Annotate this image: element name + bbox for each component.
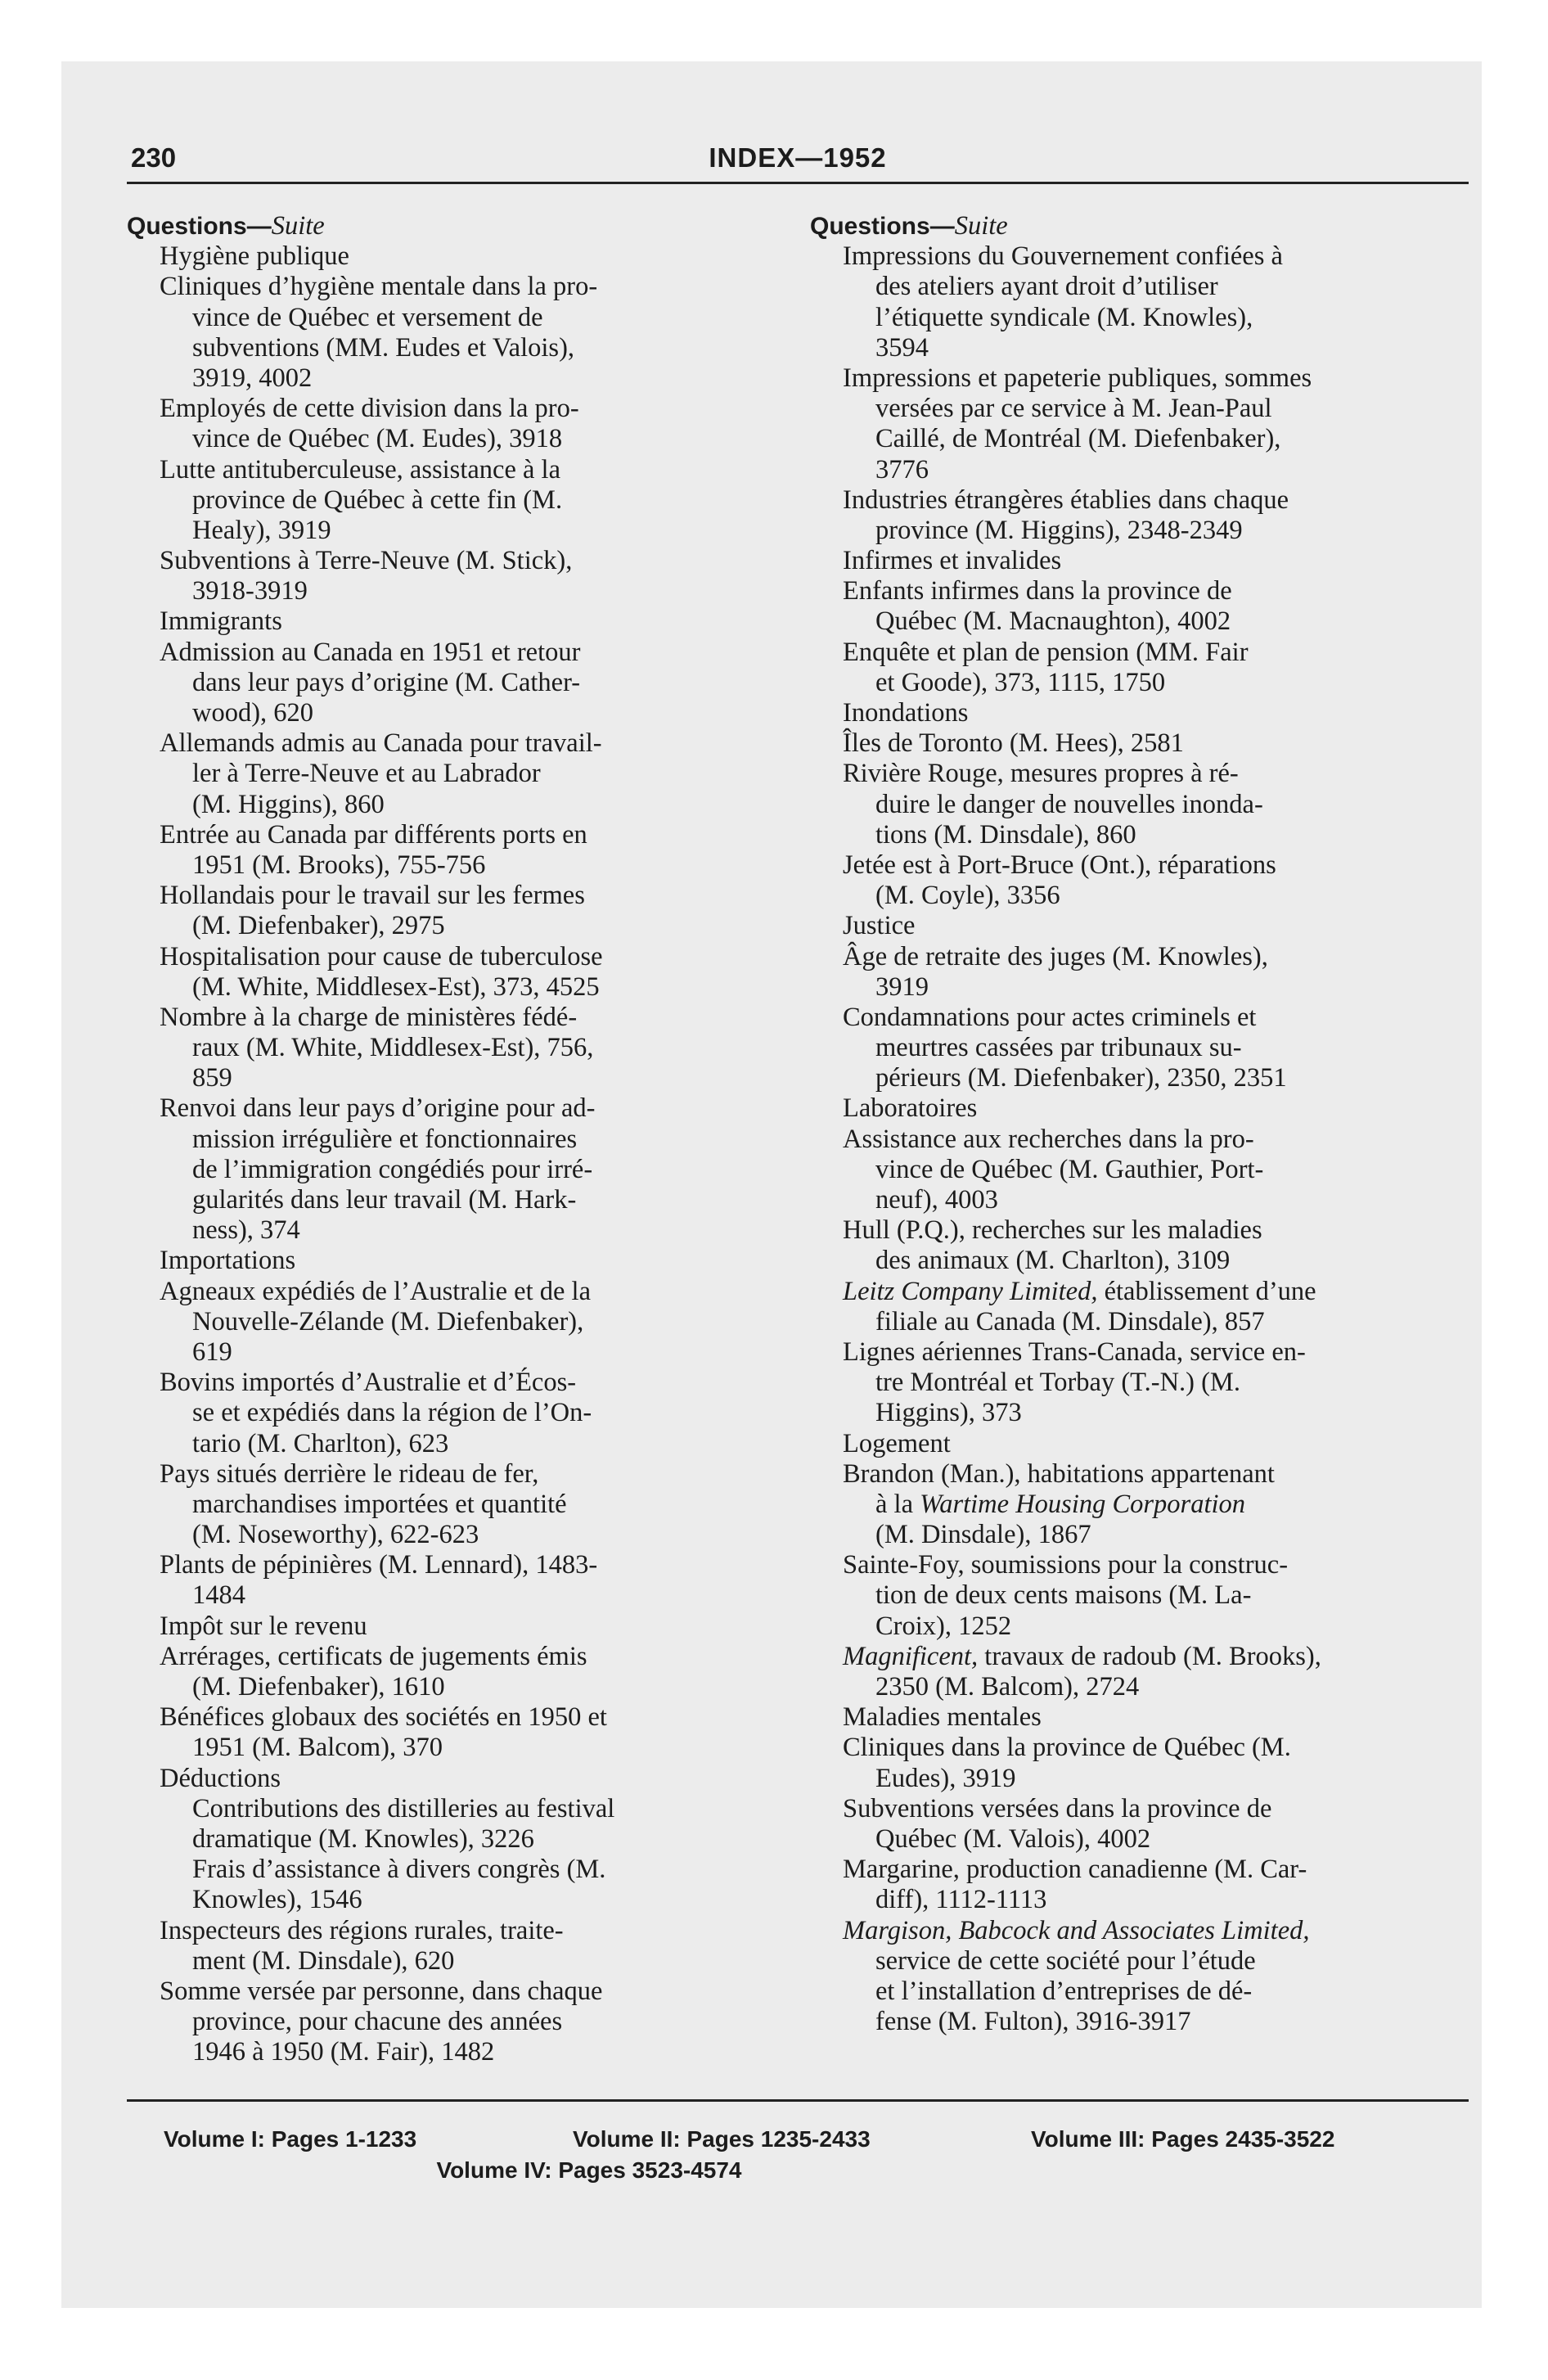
index-text: Laboratoires bbox=[843, 1093, 978, 1124]
index-text: Suite bbox=[271, 211, 325, 241]
index-text: tre Montréal et Torbay (T.-N.) (M. bbox=[875, 1368, 1240, 1398]
index-text: 619 bbox=[192, 1336, 232, 1367]
index-text: Logement bbox=[843, 1428, 951, 1458]
index-line bbox=[127, 1368, 749, 1398]
index-line bbox=[810, 1398, 1432, 1428]
index-text: meurtres cassées par tribunaux su- bbox=[875, 1033, 1242, 1063]
index-line bbox=[810, 1611, 1432, 1642]
index-line bbox=[127, 455, 749, 485]
index-text: Allemands admis au Canada pour travail- bbox=[160, 728, 602, 759]
index-text: Margison, Babcock and Associates Limited, bbox=[843, 1915, 1310, 1945]
index-text: filiale au Canada (M. Dinsdale), 857 bbox=[875, 1306, 1265, 1336]
index-text: Renvoi dans leur pays d’origine pour ad- bbox=[160, 1093, 596, 1124]
index-line bbox=[127, 1550, 749, 1580]
index-line bbox=[127, 576, 749, 606]
index-line bbox=[127, 850, 749, 881]
index-line bbox=[127, 1824, 749, 1855]
index-line bbox=[810, 881, 1432, 911]
index-line bbox=[810, 424, 1432, 454]
index-text: marchandises importées et quantité bbox=[192, 1489, 567, 1519]
index-text: Caillé, de Montréal (M. Diefenbaker), bbox=[875, 424, 1281, 454]
index-line bbox=[810, 911, 1432, 941]
index-line bbox=[127, 1246, 749, 1276]
index-line bbox=[810, 1885, 1432, 1915]
index-text: 1484 bbox=[192, 1580, 245, 1611]
index-text: 3918-3919 bbox=[192, 576, 308, 606]
index-text: Jetée est à Port-Bruce (Ont.), réparations bbox=[843, 850, 1276, 880]
index-text: Nouvelle-Zélande (M. Diefenbaker), bbox=[192, 1306, 584, 1336]
index-line bbox=[127, 1520, 749, 1550]
index-line bbox=[127, 759, 749, 789]
index-line bbox=[810, 1977, 1432, 2007]
index-text: 3594 bbox=[875, 332, 929, 363]
index-line bbox=[810, 1916, 1432, 1946]
index-text: 3919, 4002 bbox=[192, 363, 313, 393]
index-text: et Goode), 373, 1115, 1750 bbox=[875, 667, 1166, 697]
index-line bbox=[127, 303, 749, 333]
index-line bbox=[810, 820, 1432, 850]
page-header bbox=[127, 139, 1469, 182]
index-line bbox=[810, 1337, 1432, 1368]
index-line bbox=[127, 698, 749, 728]
index-text: Suite bbox=[954, 211, 1008, 241]
index-text: Cliniques d’hygiène mentale dans la pro- bbox=[160, 272, 598, 302]
volume-4-range: Volume IV: Pages 3523-4574 bbox=[436, 2157, 742, 2183]
index-line bbox=[127, 241, 749, 272]
index-line bbox=[127, 972, 749, 1003]
index-text: Québec (M. Macnaughton), 4002 bbox=[875, 606, 1231, 637]
index-text: Inondations bbox=[843, 698, 969, 728]
index-text: gularités dans leur travail (M. Hark- bbox=[192, 1185, 577, 1215]
index-line bbox=[810, 942, 1432, 972]
index-text: Déductions bbox=[160, 1763, 281, 1793]
index-text: Employés de cette division dans la pro- bbox=[160, 394, 579, 424]
index-text: service de cette société pour l’étude bbox=[875, 1945, 1256, 1976]
index-line bbox=[127, 1855, 749, 1885]
index-line bbox=[810, 1185, 1432, 1215]
index-line bbox=[127, 1033, 749, 1063]
index-text: et l’installation d’entreprises de dé- bbox=[875, 1976, 1253, 2006]
index-line bbox=[810, 363, 1432, 394]
index-text: (M. Dinsdale), 1867 bbox=[875, 1520, 1091, 1550]
index-text: établissement d’une bbox=[1097, 1276, 1316, 1306]
index-text: Somme versée par personne, dans chaque bbox=[160, 1976, 603, 2006]
index-text: ness), 374 bbox=[192, 1215, 300, 1246]
index-text: neuf), 4003 bbox=[875, 1185, 998, 1215]
index-text: province, pour chacune des années bbox=[192, 2007, 563, 2037]
index-line bbox=[810, 972, 1432, 1003]
index-line bbox=[127, 1003, 749, 1033]
volume-2-range: Volume II: Pages 1235-2433 bbox=[573, 2126, 871, 2152]
index-text: vince de Québec et versement de bbox=[192, 302, 543, 332]
index-line bbox=[810, 1580, 1432, 1611]
index-text: Questions— bbox=[810, 213, 955, 240]
index-text: Subventions versées dans la province de bbox=[843, 1793, 1272, 1823]
index-line bbox=[810, 576, 1432, 606]
index-line bbox=[810, 1003, 1432, 1033]
index-line bbox=[810, 1855, 1432, 1885]
index-text: Higgins), 373 bbox=[875, 1398, 1022, 1428]
index-text: Brandon (Man.), habitations appartenant bbox=[843, 1458, 1275, 1489]
index-line bbox=[127, 820, 749, 850]
index-text: 3776 bbox=[875, 454, 929, 485]
index-text: travaux de radoub (M. Brooks), bbox=[978, 1641, 1321, 1671]
index-text: Impôt sur le revenu bbox=[160, 1611, 367, 1641]
index-line bbox=[810, 516, 1432, 546]
index-text: Lutte antituberculeuse, assistance à la bbox=[160, 454, 561, 485]
index-text: Impressions et papeterie publiques, sommes bbox=[843, 363, 1312, 393]
index-text: vince de Québec (M. Gauthier, Port- bbox=[875, 1154, 1264, 1184]
index-text: Admission au Canada en 1951 et retour bbox=[160, 637, 581, 667]
index-line bbox=[810, 850, 1432, 881]
index-line bbox=[810, 668, 1432, 698]
index-text: Lignes aériennes Trans-Canada, service en- bbox=[843, 1336, 1306, 1367]
index-text: (M. Noseworthy), 622-623 bbox=[192, 1520, 479, 1550]
index-line bbox=[127, 1885, 749, 1915]
index-text: Margarine, production canadienne (M. Car- bbox=[843, 1855, 1307, 1885]
index-text: Croix), 1252 bbox=[875, 1611, 1012, 1641]
index-text: Nombre à la charge de ministères fédé- bbox=[160, 1002, 578, 1032]
index-line bbox=[810, 333, 1432, 363]
index-text: ler à Terre-Neuve et au Labrador bbox=[192, 759, 541, 789]
running-title: INDEX—1952 bbox=[709, 142, 887, 173]
index-line bbox=[127, 1459, 749, 1490]
index-text: Hull (P.Q.), recherches sur les maladies bbox=[843, 1215, 1262, 1246]
index-text: wood), 620 bbox=[192, 698, 314, 728]
index-line bbox=[810, 1824, 1432, 1855]
index-text: Agneaux expédiés de l’Australie et de la bbox=[160, 1276, 592, 1306]
index-text: de l’immigration congédiés pour irré- bbox=[192, 1154, 593, 1184]
index-text: Enfants infirmes dans la province de bbox=[843, 576, 1232, 606]
volume-1-range: Volume I: Pages 1-1233 bbox=[164, 2126, 417, 2152]
volume-3-range: Volume III: Pages 2435-3522 bbox=[1031, 2126, 1335, 2152]
index-line bbox=[810, 485, 1432, 516]
index-line bbox=[127, 1093, 749, 1124]
index-text: dramatique (M. Knowles), 3226 bbox=[192, 1823, 534, 1854]
index-line bbox=[127, 1307, 749, 1337]
index-line bbox=[810, 1520, 1432, 1550]
index-text: Subventions à Terre-Neuve (M. Stick), bbox=[160, 546, 573, 576]
index-text: (M. Higgins), 860 bbox=[192, 789, 385, 819]
index-line bbox=[127, 881, 749, 911]
index-line bbox=[810, 1307, 1432, 1337]
index-line bbox=[127, 728, 749, 759]
index-line bbox=[127, 1611, 749, 1642]
index-text: Wartime Housing Corporation bbox=[920, 1489, 1246, 1519]
index-line bbox=[127, 911, 749, 941]
index-text: province (M. Higgins), 2348-2349 bbox=[875, 515, 1243, 545]
index-text: Condamnations pour actes criminels et bbox=[843, 1002, 1257, 1032]
index-line bbox=[810, 1550, 1432, 1580]
index-text: Arrérages, certificats de jugements émis bbox=[160, 1641, 587, 1671]
index-text: 2350 (M. Balcom), 2724 bbox=[875, 1672, 1140, 1702]
index-text: tario (M. Charlton), 623 bbox=[192, 1428, 449, 1458]
index-text: (M. Diefenbaker), 2975 bbox=[192, 911, 445, 941]
index-text: Magnificent, bbox=[843, 1641, 979, 1671]
index-line bbox=[127, 606, 749, 637]
index-line bbox=[127, 1063, 749, 1093]
index-text: des animaux (M. Charlton), 3109 bbox=[875, 1246, 1231, 1276]
index-line bbox=[127, 333, 749, 363]
index-line bbox=[127, 424, 749, 454]
index-text: fense (M. Fulton), 3916-3917 bbox=[875, 2007, 1191, 2037]
index-text: 1951 (M. Brooks), 755-756 bbox=[192, 850, 486, 880]
index-line bbox=[810, 1155, 1432, 1185]
index-line bbox=[810, 1215, 1432, 1246]
index-line bbox=[810, 1672, 1432, 1702]
index-text: Knowles), 1546 bbox=[192, 1885, 362, 1915]
index-text: Questions— bbox=[127, 213, 272, 240]
index-line bbox=[127, 1977, 749, 2007]
index-line bbox=[810, 698, 1432, 728]
index-text: Assistance aux recherches dans la pro- bbox=[843, 1124, 1254, 1154]
index-text: se et expédiés dans la région de l’On- bbox=[192, 1398, 592, 1428]
index-text: Infirmes et invalides bbox=[843, 546, 1062, 576]
index-line bbox=[127, 516, 749, 546]
index-text: Impressions du Gouvernement confiées à bbox=[843, 241, 1283, 272]
index-line bbox=[810, 1093, 1432, 1124]
index-line bbox=[127, 1702, 749, 1733]
index-line bbox=[127, 1125, 749, 1155]
index-text: province de Québec à cette fin (M. bbox=[192, 485, 563, 515]
index-text: Maladies mentales bbox=[843, 1702, 1042, 1733]
index-line bbox=[127, 942, 749, 972]
index-line bbox=[127, 1277, 749, 1307]
index-line bbox=[127, 485, 749, 516]
index-line bbox=[810, 2007, 1432, 2037]
index-line bbox=[127, 668, 749, 698]
index-line bbox=[810, 1246, 1432, 1276]
index-line bbox=[810, 1063, 1432, 1093]
index-line bbox=[127, 1580, 749, 1611]
index-text: périeurs (M. Diefenbaker), 2350, 2351 bbox=[875, 1063, 1287, 1093]
index-text: 1946 à 1950 (M. Fair), 1482 bbox=[192, 2037, 495, 2067]
index-text: dans leur pays d’origine (M. Cather- bbox=[192, 667, 581, 697]
index-line bbox=[127, 638, 749, 668]
index-line bbox=[127, 1733, 749, 1763]
index-text: Sainte-Foy, soumissions pour la construc- bbox=[843, 1550, 1289, 1580]
index-text: 3919 bbox=[875, 971, 929, 1002]
index-line bbox=[127, 1155, 749, 1185]
index-line bbox=[810, 1459, 1432, 1490]
index-line bbox=[810, 1368, 1432, 1398]
index-text: Contributions des distilleries au festival bbox=[192, 1793, 615, 1823]
index-text: Bénéfices globaux des sociétés en 1950 et bbox=[160, 1702, 607, 1733]
index-line bbox=[127, 1337, 749, 1368]
index-text: (M. Coyle), 3356 bbox=[875, 881, 1060, 911]
index-line bbox=[127, 790, 749, 820]
index-line bbox=[810, 1125, 1432, 1155]
index-line bbox=[810, 1764, 1432, 1794]
column-heading bbox=[127, 211, 749, 241]
index-line bbox=[810, 272, 1432, 302]
index-text: Îles de Toronto (M. Hees), 2581 bbox=[843, 728, 1184, 759]
index-text: Entrée au Canada par différents ports en bbox=[160, 819, 587, 850]
index-line bbox=[810, 1702, 1432, 1733]
index-text: raux (M. White, Middlesex-Est), 756, bbox=[192, 1033, 594, 1063]
index-line bbox=[127, 394, 749, 424]
index-text: à la bbox=[875, 1489, 920, 1519]
index-line bbox=[127, 1398, 749, 1428]
footer-rule bbox=[127, 2099, 1469, 2102]
index-line bbox=[127, 1215, 749, 1246]
index-line bbox=[127, 272, 749, 302]
index-line bbox=[810, 1794, 1432, 1824]
index-text: Enquête et plan de pension (MM. Fair bbox=[843, 637, 1249, 667]
index-text: Frais d’assistance à divers congrès (M. bbox=[192, 1855, 606, 1885]
index-text: diff), 1112-1113 bbox=[875, 1885, 1047, 1915]
index-text: ment (M. Dinsdale), 620 bbox=[192, 1945, 455, 1976]
index-line bbox=[810, 455, 1432, 485]
index-line bbox=[127, 1642, 749, 1672]
index-text: Rivière Rouge, mesures propres à ré- bbox=[843, 759, 1239, 789]
index-line bbox=[810, 638, 1432, 668]
index-line bbox=[810, 1642, 1432, 1672]
index-line bbox=[810, 546, 1432, 576]
index-text: 859 bbox=[192, 1063, 232, 1093]
index-text: Hospitalisation pour cause de tuberculose bbox=[160, 941, 603, 971]
index-text: Industries étrangères établies dans chaque bbox=[843, 485, 1289, 515]
index-line bbox=[127, 1429, 749, 1459]
index-line bbox=[810, 1429, 1432, 1459]
index-line bbox=[127, 1490, 749, 1520]
index-text: Pays situés derrière le rideau de fer, bbox=[160, 1458, 539, 1489]
index-line bbox=[127, 1764, 749, 1794]
index-text: Plants de pépinières (M. Lennard), 1483- bbox=[160, 1550, 598, 1580]
index-text: (M. White, Middlesex-Est), 373, 4525 bbox=[192, 971, 600, 1002]
index-text: Immigrants bbox=[160, 606, 282, 637]
index-line bbox=[127, 1672, 749, 1702]
index-line bbox=[127, 363, 749, 394]
index-line bbox=[810, 1733, 1432, 1763]
index-column-right bbox=[810, 211, 1432, 2037]
index-text: Eudes), 3919 bbox=[875, 1763, 1016, 1793]
index-text: Justice bbox=[843, 911, 916, 941]
index-text: Québec (M. Valois), 4002 bbox=[875, 1823, 1151, 1854]
index-text: (M. Diefenbaker), 1610 bbox=[192, 1672, 445, 1702]
index-line bbox=[127, 1916, 749, 1946]
index-text: des ateliers ayant droit d’utiliser bbox=[875, 272, 1218, 302]
index-line bbox=[810, 394, 1432, 424]
index-line bbox=[810, 759, 1432, 789]
index-text: Inspecteurs des régions rurales, traite- bbox=[160, 1915, 564, 1945]
index-text: Hygiène publique bbox=[160, 241, 349, 272]
index-line bbox=[127, 1185, 749, 1215]
index-text: versées par ce service à M. Jean-Paul bbox=[875, 394, 1272, 424]
index-line bbox=[810, 1277, 1432, 1307]
index-line bbox=[810, 1033, 1432, 1063]
index-text: Âge de retraite des juges (M. Knowles), bbox=[843, 941, 1268, 971]
volume-footer bbox=[127, 2126, 1469, 2184]
index-text: tion de deux cents maisons (M. La- bbox=[875, 1580, 1252, 1611]
index-text: Bovins importés d’Australie et d’Écos- bbox=[160, 1368, 577, 1398]
index-text: mission irrégulière et fonctionnaires bbox=[192, 1124, 578, 1154]
index-line bbox=[810, 241, 1432, 272]
index-text: vince de Québec (M. Eudes), 3918 bbox=[192, 424, 563, 454]
index-text: Importations bbox=[160, 1246, 296, 1276]
index-text: tions (M. Dinsdale), 860 bbox=[875, 819, 1136, 850]
index-text: Cliniques dans la province de Québec (M. bbox=[843, 1733, 1291, 1763]
index-line bbox=[127, 2007, 749, 2037]
index-text: l’étiquette syndicale (M. Knowles), bbox=[875, 302, 1253, 332]
index-line bbox=[127, 1794, 749, 1824]
index-text: Hollandais pour le travail sur les fermes bbox=[160, 881, 585, 911]
column-heading bbox=[810, 211, 1432, 241]
index-text: Leitz Company Limited, bbox=[843, 1276, 1098, 1306]
index-line bbox=[810, 1490, 1432, 1520]
index-line bbox=[810, 1946, 1432, 1977]
index-line bbox=[810, 728, 1432, 759]
index-column-left bbox=[127, 211, 749, 2067]
index-line bbox=[810, 606, 1432, 637]
index-line bbox=[127, 546, 749, 576]
index-line bbox=[810, 303, 1432, 333]
page-number: 230 bbox=[131, 142, 177, 173]
index-text: duire le danger de nouvelles inonda- bbox=[875, 789, 1263, 819]
index-line bbox=[810, 790, 1432, 820]
index-text: Healy), 3919 bbox=[192, 515, 331, 545]
index-line bbox=[127, 2037, 749, 2067]
header-rule bbox=[127, 182, 1469, 184]
index-text: subventions (MM. Eudes et Valois), bbox=[192, 332, 575, 363]
index-text: 1951 (M. Balcom), 370 bbox=[192, 1733, 443, 1763]
index-line bbox=[127, 1946, 749, 1977]
